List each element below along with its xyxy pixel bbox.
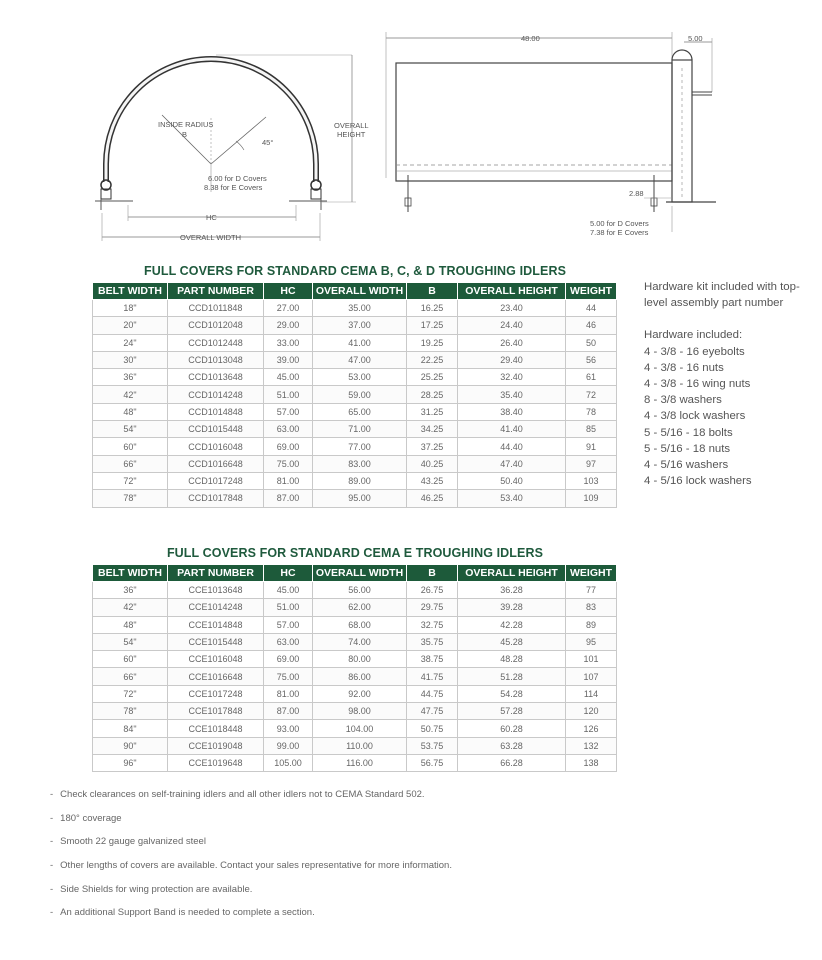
- table-row: [93, 633, 617, 650]
- table-cell: CCD1012448: [168, 334, 264, 351]
- table-cell: 36.28: [458, 582, 566, 599]
- table-cell: 16.25: [407, 300, 458, 317]
- table-cell: CCE1016048: [168, 651, 264, 668]
- table-row: [93, 386, 617, 403]
- table-cell: 56.00: [313, 582, 407, 599]
- table-cell: CCD1017248: [168, 472, 264, 489]
- table-row: [93, 438, 617, 455]
- table-cell: 84": [93, 720, 168, 737]
- table-cell: 46: [566, 317, 617, 334]
- table-cell: 36": [93, 582, 168, 599]
- table-row: [93, 720, 617, 737]
- note-item: - Other lengths of covers are available. Contact your sales representative for more information.: [50, 860, 790, 884]
- table-row: [93, 668, 617, 685]
- table-cell: 57.00: [264, 403, 313, 420]
- table-cell: 38.40: [458, 403, 566, 420]
- hardware-item: 5 - 5/16 - 18 bolts: [644, 426, 733, 439]
- overall-height-label: OVERALL: [334, 121, 369, 130]
- table-cell: 65.00: [313, 403, 407, 420]
- bottom-dim-label-d: 5.00 for D Covers: [590, 219, 649, 228]
- table-cell: 69.00: [264, 438, 313, 455]
- notes-list: [50, 789, 790, 931]
- table-cell: 114: [566, 685, 617, 702]
- column-header: OVERALL WIDTH: [313, 283, 407, 300]
- hardware-item: 4 - 3/8 - 16 eyebolts: [644, 345, 745, 358]
- table-cell: 29.75: [407, 599, 458, 616]
- table-cell: 78: [566, 403, 617, 420]
- table-cell: 40.25: [407, 455, 458, 472]
- table-cell: 96": [93, 754, 168, 771]
- table-cell: 72": [93, 472, 168, 489]
- table-bcd-title: FULL COVERS FOR STANDARD CEMA B, C, & D TROUGHING IDLERS: [143, 264, 567, 278]
- column-header: HC: [264, 283, 313, 300]
- table-cell: 120: [566, 703, 617, 720]
- column-header: HC: [264, 565, 313, 582]
- hole-dim-label: 2.88: [629, 189, 644, 198]
- table-cell: 60": [93, 651, 168, 668]
- table-cell: 38.75: [407, 651, 458, 668]
- table-cell: 24": [93, 334, 168, 351]
- length-label: 48.00: [521, 34, 540, 43]
- table-row: [93, 616, 617, 633]
- table-cell: 30": [93, 351, 168, 368]
- table-row: [93, 651, 617, 668]
- table-cell: 50.40: [458, 472, 566, 489]
- note-item: - Smooth 22 gauge galvanized steel: [50, 836, 790, 860]
- table-cell: 90": [93, 737, 168, 754]
- table-cell: 97: [566, 455, 617, 472]
- table-cell: 26.75: [407, 582, 458, 599]
- table-cell: 87.00: [264, 490, 313, 507]
- table-cell: 53.00: [313, 369, 407, 386]
- table-cell: 32.40: [458, 369, 566, 386]
- table-cell: 42": [93, 599, 168, 616]
- table-row: [93, 490, 617, 507]
- table-cell: 56.75: [407, 754, 458, 771]
- hardware-item: 8 - 3/8 washers: [644, 394, 722, 407]
- table-cell: 53.75: [407, 737, 458, 754]
- table-cell: 50.75: [407, 720, 458, 737]
- hardware-heading: Hardware included:: [644, 329, 743, 342]
- table-cell: 31.25: [407, 403, 458, 420]
- table-cell: 72: [566, 386, 617, 403]
- table-cell: 101: [566, 651, 617, 668]
- table-cell: 41.75: [407, 668, 458, 685]
- table-cell: 68.00: [313, 616, 407, 633]
- table-cell: 47.00: [313, 351, 407, 368]
- table-cell: CCD1014248: [168, 386, 264, 403]
- table-cell: 81.00: [264, 472, 313, 489]
- table-cell: 48": [93, 403, 168, 420]
- table-cell: 29.40: [458, 351, 566, 368]
- table-cell: 80.00: [313, 651, 407, 668]
- table-cell: CCD1013648: [168, 369, 264, 386]
- table-row: [93, 300, 617, 317]
- table-cell: 138: [566, 754, 617, 771]
- table-cell: 105.00: [264, 754, 313, 771]
- column-header: WEIGHT: [566, 565, 617, 582]
- table-cell: 72": [93, 685, 168, 702]
- table-cell: 75.00: [264, 668, 313, 685]
- table-header-row: [93, 565, 617, 582]
- table-cell: 95: [566, 633, 617, 650]
- side-dim-label: 5.00: [688, 34, 703, 43]
- note-item: - 180° coverage: [50, 813, 790, 837]
- table-cell: 41.40: [458, 421, 566, 438]
- table-cell: 23.40: [458, 300, 566, 317]
- table-cell: 71.00: [313, 421, 407, 438]
- b-label: B: [182, 130, 188, 139]
- table-cell: 25.25: [407, 369, 458, 386]
- table-cell: 44.40: [458, 438, 566, 455]
- table-cell: 51.00: [264, 386, 313, 403]
- front-view-drawing: [95, 55, 356, 241]
- table-cell: 51.00: [264, 599, 313, 616]
- note-item: - Side Shields for wing protection are available.: [50, 884, 790, 908]
- table-cell: 78": [93, 490, 168, 507]
- table-cell: 103: [566, 472, 617, 489]
- table-row: [93, 403, 617, 420]
- table-row: [93, 737, 617, 754]
- table-row: [93, 472, 617, 489]
- offset-label-d: 6.00 for D Covers: [208, 174, 267, 183]
- table-cell: 39.00: [264, 351, 313, 368]
- table-cell: CCE1017848: [168, 703, 264, 720]
- table-cell: CCE1016648: [168, 668, 264, 685]
- bottom-dim-label-e: 7.38 for E Covers: [590, 228, 649, 237]
- table-cell: 126: [566, 720, 617, 737]
- table-cell: 54.28: [458, 685, 566, 702]
- table-cell: 50: [566, 334, 617, 351]
- table-cell: 32.75: [407, 616, 458, 633]
- table-cell: 35.00: [313, 300, 407, 317]
- table-cell: CCE1013648: [168, 582, 264, 599]
- table-cell: 56: [566, 351, 617, 368]
- table-cell: 35.75: [407, 633, 458, 650]
- table-cell: CCE1019648: [168, 754, 264, 771]
- table-cell: CCE1019048: [168, 737, 264, 754]
- table-cell: 75.00: [264, 455, 313, 472]
- overall-height-label-2: HEIGHT: [337, 130, 366, 139]
- table-row: [93, 599, 617, 616]
- note-item: - Check clearances on self-training idlers and all other idlers not to CEMA Standard 502.: [50, 789, 790, 813]
- table-cell: 28.25: [407, 386, 458, 403]
- hardware-item: 4 - 3/8 lock washers: [644, 410, 746, 423]
- table-e-title: FULL COVERS FOR STANDARD CEMA E TROUGHING IDLERS: [166, 546, 544, 560]
- table-cell: 81.00: [264, 685, 313, 702]
- table-cell: 39.28: [458, 599, 566, 616]
- table-cell: 107: [566, 668, 617, 685]
- table-cell: 17.25: [407, 317, 458, 334]
- table-cell: 74.00: [313, 633, 407, 650]
- hardware-intro: Hardware kit included with top-level assembly part number: [644, 281, 800, 310]
- table-cell: 69.00: [264, 651, 313, 668]
- table-cell: 24.40: [458, 317, 566, 334]
- table-cell: 54": [93, 421, 168, 438]
- side-view-drawing: [386, 32, 716, 232]
- table-cell: 89.00: [313, 472, 407, 489]
- table-header-row: [93, 283, 617, 300]
- table-cell: 37.25: [407, 438, 458, 455]
- table-bcd: [92, 282, 617, 508]
- table-cell: CCD1015448: [168, 421, 264, 438]
- column-header: BELT WIDTH: [93, 565, 168, 582]
- column-header: PART NUMBER: [168, 565, 264, 582]
- table-cell: 44: [566, 300, 617, 317]
- table-cell: 59.00: [313, 386, 407, 403]
- table-cell: 57.28: [458, 703, 566, 720]
- column-header: OVERALL HEIGHT: [458, 565, 566, 582]
- column-header: PART NUMBER: [168, 283, 264, 300]
- table-cell: 22.25: [407, 351, 458, 368]
- column-header: BELT WIDTH: [93, 283, 168, 300]
- note-item: - An additional Support Band is needed to complete a section.: [50, 907, 790, 931]
- table-cell: 37.00: [313, 317, 407, 334]
- table-cell: 77.00: [313, 438, 407, 455]
- table-cell: 132: [566, 737, 617, 754]
- table-cell: CCE1015448: [168, 633, 264, 650]
- table-cell: CCE1014248: [168, 599, 264, 616]
- table-cell: 27.00: [264, 300, 313, 317]
- table-cell: 60": [93, 438, 168, 455]
- hc-label: HC: [206, 213, 217, 222]
- table-row: [93, 317, 617, 334]
- table-e: [92, 564, 617, 772]
- hardware-item: 4 - 3/8 - 16 wing nuts: [644, 378, 751, 391]
- table-cell: 20": [93, 317, 168, 334]
- table-cell: 83: [566, 599, 617, 616]
- table-row: [93, 703, 617, 720]
- hardware-item: 4 - 3/8 - 16 nuts: [644, 361, 724, 374]
- column-header: WEIGHT: [566, 283, 617, 300]
- table-cell: 62.00: [313, 599, 407, 616]
- table-row: [93, 369, 617, 386]
- column-header: B: [407, 565, 458, 582]
- column-header: OVERALL HEIGHT: [458, 283, 566, 300]
- table-cell: 91: [566, 438, 617, 455]
- table-cell: 89: [566, 616, 617, 633]
- table-cell: 46.25: [407, 490, 458, 507]
- table-cell: 29.00: [264, 317, 313, 334]
- table-cell: 95.00: [313, 490, 407, 507]
- table-cell: 66": [93, 455, 168, 472]
- table-cell: 42": [93, 386, 168, 403]
- table-cell: 63.00: [264, 421, 313, 438]
- column-header: OVERALL WIDTH: [313, 565, 407, 582]
- offset-label-e: 8.38 for E Covers: [204, 183, 263, 192]
- table-cell: 104.00: [313, 720, 407, 737]
- table-cell: 48": [93, 616, 168, 633]
- table-cell: 110.00: [313, 737, 407, 754]
- table-cell: CCE1018448: [168, 720, 264, 737]
- table-cell: 45.00: [264, 582, 313, 599]
- hardware-item: 4 - 5/16 washers: [644, 459, 729, 472]
- table-cell: 78": [93, 703, 168, 720]
- table-cell: CCE1014848: [168, 616, 264, 633]
- table-cell: CCD1013048: [168, 351, 264, 368]
- table-cell: 109: [566, 490, 617, 507]
- table-row: [93, 685, 617, 702]
- table-cell: 66": [93, 668, 168, 685]
- table-cell: 36": [93, 369, 168, 386]
- table-cell: 63.00: [264, 633, 313, 650]
- table-row: [93, 334, 617, 351]
- table-cell: 45.28: [458, 633, 566, 650]
- table-cell: 35.40: [458, 386, 566, 403]
- table-cell: 19.25: [407, 334, 458, 351]
- table-cell: 77: [566, 582, 617, 599]
- table-cell: 41.00: [313, 334, 407, 351]
- table-cell: 33.00: [264, 334, 313, 351]
- table-cell: 45.00: [264, 369, 313, 386]
- hardware-info: [644, 279, 814, 489]
- table-row: [93, 455, 617, 472]
- table-cell: 60.28: [458, 720, 566, 737]
- table-cell: CCD1014848: [168, 403, 264, 420]
- table-cell: 54": [93, 633, 168, 650]
- table-row: [93, 754, 617, 771]
- table-row: [93, 582, 617, 599]
- hardware-item: 5 - 5/16 - 18 nuts: [644, 442, 731, 455]
- table-cell: 26.40: [458, 334, 566, 351]
- hardware-item: 4 - 5/16 lock washers: [644, 475, 752, 488]
- table-cell: 51.28: [458, 668, 566, 685]
- table-cell: CCD1016048: [168, 438, 264, 455]
- table-cell: 66.28: [458, 754, 566, 771]
- table-cell: 47.75: [407, 703, 458, 720]
- table-cell: 99.00: [264, 737, 313, 754]
- table-cell: 93.00: [264, 720, 313, 737]
- table-cell: 63.28: [458, 737, 566, 754]
- table-cell: 116.00: [313, 754, 407, 771]
- table-cell: 48.28: [458, 651, 566, 668]
- table-cell: 86.00: [313, 668, 407, 685]
- table-cell: 53.40: [458, 490, 566, 507]
- column-header: B: [407, 283, 458, 300]
- overall-width-label: OVERALL WIDTH: [180, 233, 241, 242]
- table-cell: 57.00: [264, 616, 313, 633]
- table-row: [93, 351, 617, 368]
- table-cell: CCE1017248: [168, 685, 264, 702]
- table-cell: 18": [93, 300, 168, 317]
- table-cell: 47.40: [458, 455, 566, 472]
- table-row: [93, 421, 617, 438]
- table-cell: CCD1016648: [168, 455, 264, 472]
- table-cell: 61: [566, 369, 617, 386]
- angle-label: 45°: [262, 138, 274, 147]
- table-cell: 83.00: [313, 455, 407, 472]
- table-cell: CCD1011848: [168, 300, 264, 317]
- table-cell: CCD1017848: [168, 490, 264, 507]
- table-cell: 85: [566, 421, 617, 438]
- table-cell: 87.00: [264, 703, 313, 720]
- technical-drawing: [0, 0, 822, 260]
- hardware-list: [644, 344, 814, 490]
- table-cell: 44.75: [407, 685, 458, 702]
- inside-radius-label: INSIDE RADIUS: [158, 120, 214, 129]
- table-cell: CCD1012048: [168, 317, 264, 334]
- table-cell: 98.00: [313, 703, 407, 720]
- table-cell: 92.00: [313, 685, 407, 702]
- table-cell: 42.28: [458, 616, 566, 633]
- table-cell: 34.25: [407, 421, 458, 438]
- table-cell: 43.25: [407, 472, 458, 489]
